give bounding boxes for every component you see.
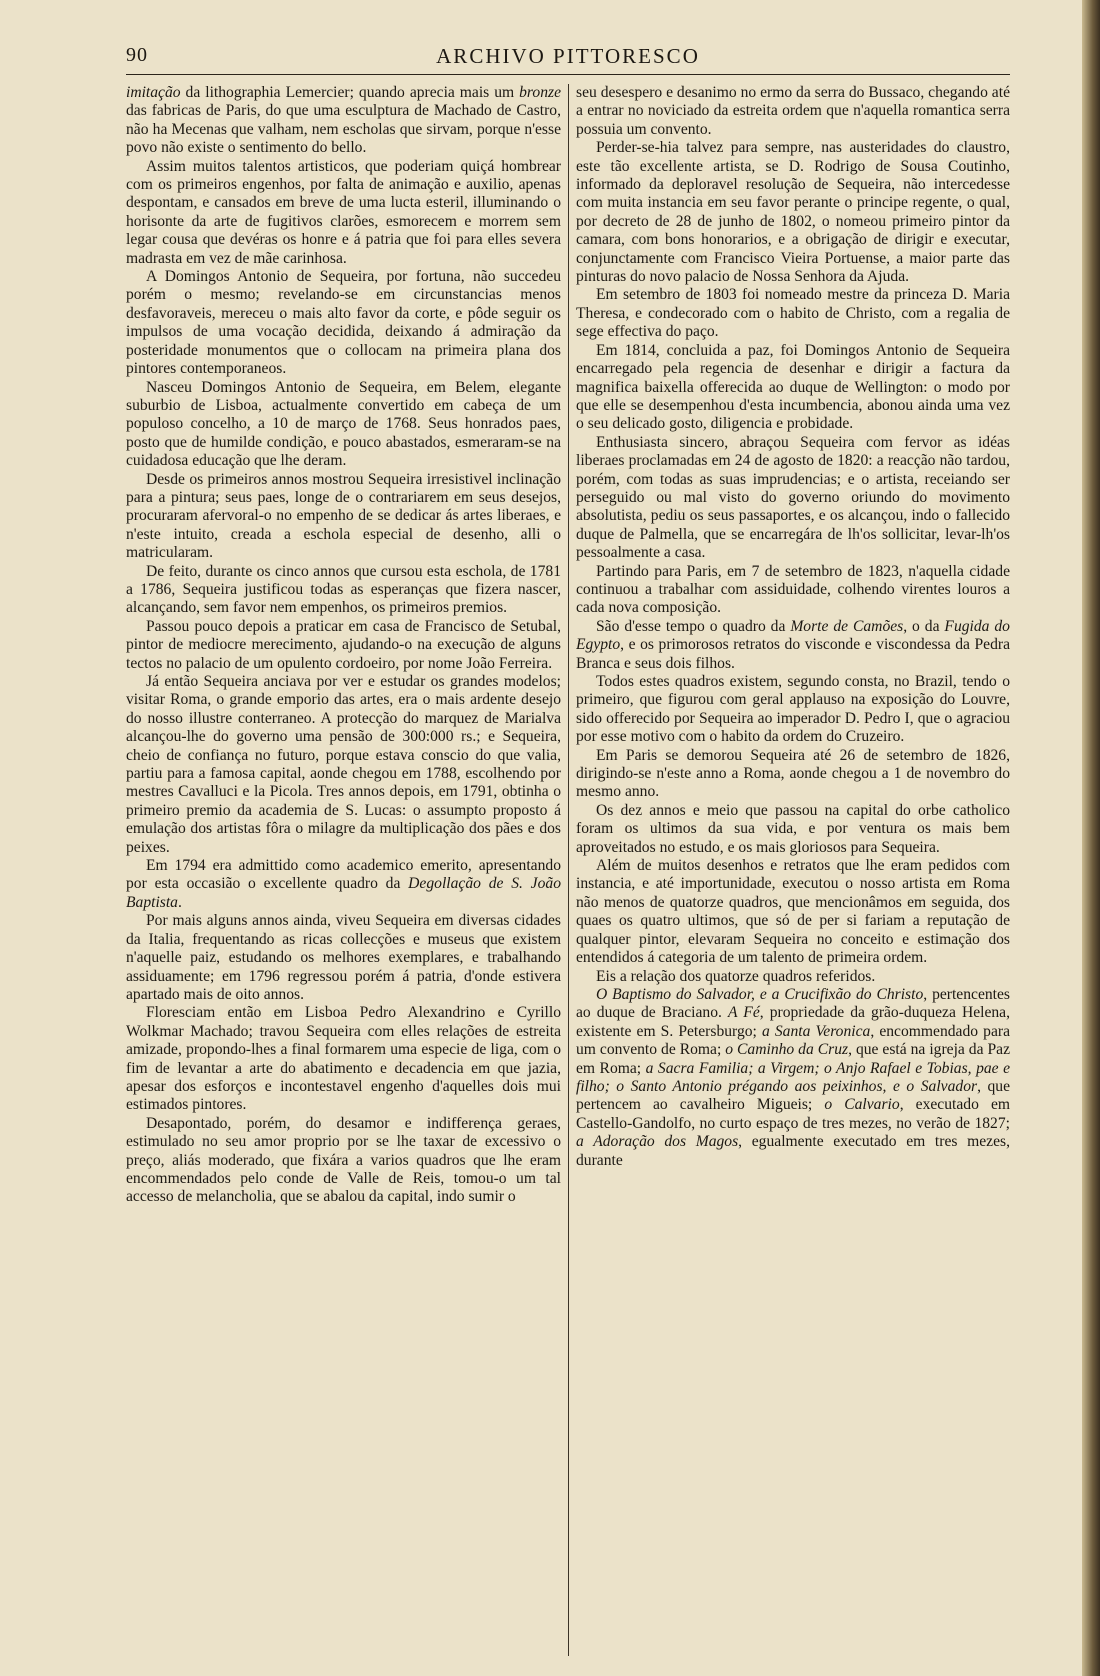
paragraph: Perder-se-hia talvez para sempre, nas austeridades do claustro, este tão excellente artista, se D. Rodrigo de Sousa Coutinho, informado da deploravel resolução de Sequeira, não intercedesse com muita instancia em seu favor perante o principe regente, o qual, por decreto de 28 de junho de 1802, o nomeou primeiro pintor da camara, com bons honorarios, e a obrigação de dirigir e executar, conjunctamente com Francisco Vieira Portuense, a maior parte das pinturas do novo palacio de Nossa Senhora da Ajuda.: [576, 139, 1010, 286]
right-column: [576, 84, 1010, 1658]
paragraph: Enthusiasta sincero, abraçou Sequeira com fervor as idéas liberaes proclamadas em 24 de agosto de 1820: a reacção não tardou, porém, com todas as suas imprudencias; e o artista, receiando ser perseguido ou mal visto do governo oriundo do movimento absolutista, pediu os seus passaportes, e os alcançou, indo o fallecido duque de Palmella, que se encarregára de lh'os sollicitar, levar-lh'os pessoalmente a casa.: [576, 433, 1010, 562]
paragraph: Já então Sequeira anciava por ver e estudar os grandes modelos; visitar Roma, o grande emporio das artes, era o mais ardente desejo do nosso illustre conterraneo. A protecção do marquez de Marialva alcançou-lhe do governo uma pensão de 300:000 rs.; e Sequeira, cheio de confiança no futuro, porque estava conscio do que valia, partiu para a famosa capital, aonde chegou em 1788, escolhendo por mestres Cavalluci e la Picola. Tres annos depois, em 1791, obtinha o primeiro premio da academia de S. Lucas: o assumpto proposto á emulação dos artistas fôra o milagre da multiplicação dos pães e dos peixes.: [126, 673, 561, 856]
paragraph: Por mais alguns annos ainda, viveu Sequeira em diversas cidades da Italia, frequentando as ricas collecções e museus que existem n'aquelle paiz, estudando os melhores exemplares, e trabalhando assiduamente; em 1796 regressou porém á patria, d'onde estivera apartado mais de oito annos.: [126, 912, 561, 1003]
column-divider: [568, 84, 569, 1656]
paragraph: O Baptismo do Salvador, e a Crucifixão do Christo, pertencentes ao duque de Braciano. A Fé, propriedade da grão-duqueza Helena, existente em S. Petersburgo; a Santa Veronica, encommendado para um convento de Roma; o Caminho da Cruz, que está na igreja da Paz em Roma; a Sacra Familia; a Virgem; o Anjo Rafael e Tobias, pae e filho; o Santo Antonio prégando aos peixinhos, e o Salvador, que pertencem ao cavalheiro Migueis; o Calvario, executado em Castello-Gandolfo, no curto espaço de tres mezes, no verão de 1827; a Adoração dos Magos, egualmente executado em tres mezes, durante: [576, 985, 1010, 1169]
running-title: ARCHIVO PITTORESCO: [436, 44, 700, 68]
paragraph: Assim muitos talentos artisticos, que poderiam quiçá hombrear com os primeiros engenhos, por falta de animação e auxilio, apenas despontam, e cansados em breve de uma lucta esteril, illuminando o horisonte da arte de fugitivos clarões, esmorecem e morrem sem legar cousa que devéras os honre e á patria que foi para elles severa madrasta em vez de mãe carinhosa.: [126, 157, 561, 267]
paragraph: Todos estes quadros existem, segundo consta, no Brazil, tendo o primeiro, que figurou com geral applauso na exposição do Louvre, sido offerecido por Sequeira ao imperador D. Pedro I, que o agraciou por esse motivo com o habito da ordem do Cruzeiro.: [576, 673, 1010, 746]
paragraph: Os dez annos e meio que passou na capital do orbe catholico foram os ultimos da sua vida, e por ventura os mais bem aproveitados no estudo, e os mais gloriosos para Sequeira.: [576, 801, 1010, 856]
paragraph: Eis a relação dos quatorze quadros referidos.: [596, 967, 876, 985]
header-rule: [126, 74, 1010, 75]
paragraph: Passou pouco depois a praticar em casa de Francisco de Setubal, pintor de mediocre merecimento, ajudando-o na execução de alguns tectos no palacio de um opulento cordoeiro, por nome João Ferreira.: [126, 617, 561, 672]
left-column: [126, 84, 561, 1658]
paragraph: Em 1814, concluida a paz, foi Domingos Antonio de Sequeira encarregado pela regencia de desenhar e dirigir a factura da magnifica baixella offerecida ao duque de Wellington: o modo por que elle se desempenhou d'esta incumbencia, abonou ainda uma vez o seu delicado gosto, diligencia e probidade.: [576, 341, 1010, 433]
book-gutter: [1082, 0, 1100, 1676]
paragraph: Desde os primeiros annos mostrou Sequeira irresistivel inclinação para a pintura; seus paes, longe de o contrariarem em seus desejos, procuraram afervoral-o no empenho de se dedicar ás artes liberaes, e n'este intuito, creada a eschola especial de desenho, alli o matricularam.: [126, 470, 561, 562]
paragraph: Partindo para Paris, em 7 de setembro de 1823, n'aquella cidade continuou a trabalhar com assiduidade, colhendo virentes louros a cada nova composição.: [576, 562, 1010, 617]
paragraph: Em setembro de 1803 foi nomeado mestre da princeza D. Maria Theresa, e condecorado com o habito de Christo, com a regalia de sege effectiva do paço.: [576, 286, 1010, 341]
paragraph: Em Paris se demorou Sequeira até 26 de setembro de 1826, dirigindo-se n'este anno a Roma, aonde chegou a 1 de novembro do mesmo anno.: [576, 746, 1010, 801]
paragraph: Floresciam então em Lisboa Pedro Alexandrino e Cyrillo Wolkmar Machado; travou Sequeira com elles relações de estreita amizade, propondo-lhes a final formarem uma especie de liga, com o fim de levantar a arte do abatimento e decadencia em que jazia, apesar dos esforços e incontestavel engenho d'aquelles dois mui estimados pintores.: [126, 1004, 561, 1114]
paragraph: imitação da lithographia Lemercier; quando aprecia mais um bronze das fabricas de Paris, do que uma esculptura de Machado de Castro, não ha Mecenas que valham, nem escholas que sirvam, porque n'esse povo não existe o sentimento do bello.: [126, 84, 561, 157]
paragraph: Desapontado, porém, do desamor e indifferença geraes, estimulado no seu amor proprio por se lhe taxar de excessivo o preço, aliás moderado, que fixára a varios quadros que lhe eram encommendados pelo conde de Valle de Reis, tomou-o um tal accesso de melancholia, que se abalou da capital, indo sumir o: [126, 1114, 561, 1206]
paragraph: Além de muitos desenhos e retratos que lhe eram pedidos com instancia, e até importunidade, executou o nosso artista em Roma não menos de quatorze quadros, que mencionâmos em seguida, dos quaes os quatro ultimos, que só de per si fariam a reputação de qualquer pintor, elevaram Sequeira no conceito e estimação dos entendidos á categoria de um talento de primeira ordem.: [576, 857, 1010, 967]
paragraph: De feito, durante os cinco annos que cursou esta eschola, de 1781 a 1786, Sequeira justificou todas as esperanças que fizera nascer, alcançando, sem favor nem empenhos, os primeiros premios.: [126, 562, 561, 617]
paragraph: seu desespero e desanimo no ermo da serra do Bussaco, chegando até a entrar no noviciado da estreita ordem que n'aquella romantica serra possuia um convento.: [576, 84, 1010, 138]
paragraph: Em 1794 era admittido como academico emerito, apresentando por esta occasião o excellente quadro da Degollação de S. João Baptista.: [126, 857, 561, 911]
paragraph: A Domingos Antonio de Sequeira, por fortuna, não succedeu porém o mesmo; revelando-se em circunstancias menos desfavoraveis, mereceu o mais alto favor da corte, e pôde seguir os impulsos de uma vocação decidida, deixando á admiração da posteridade monumentos que o collocam na primeira plana dos pintores contemporaneos.: [126, 268, 561, 378]
paragraph: Nasceu Domingos Antonio de Sequeira, em Belem, elegante suburbio de Lisboa, actualmente convertido em cabeça de um populoso concelho, a 10 de março de 1768. Seus honrados paes, posto que de humilde condição, e pouco abastados, esmeraram-se na cuidadosa educação que lhe deram.: [126, 378, 561, 470]
paragraph: São d'esse tempo o quadro da Morte de Camões, o da Fugida do Egypto, e os primorosos retratos do visconde e viscondessa da Pedra Branca e seus dois filhos.: [576, 617, 1010, 672]
page-header: [126, 44, 1010, 78]
page-number: 90: [126, 44, 148, 66]
